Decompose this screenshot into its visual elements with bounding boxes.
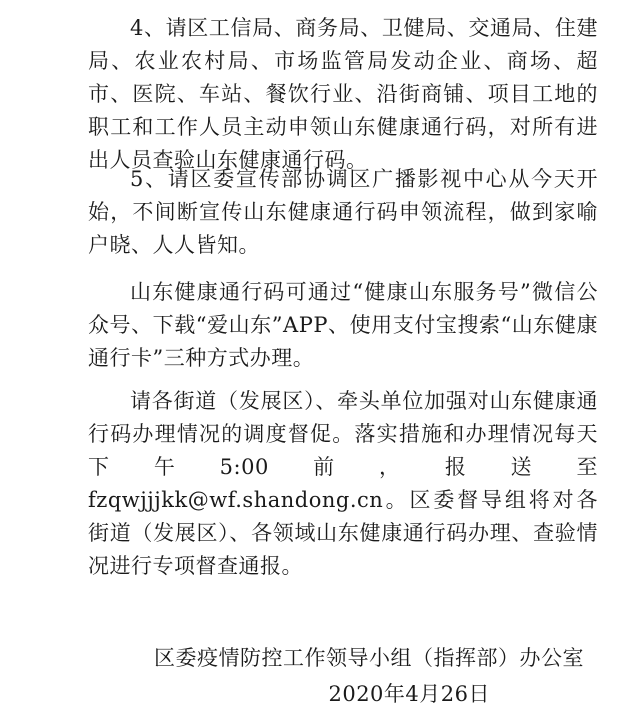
paragraph-item-4: 4、请区工信局、商务局、卫健局、交通局、住建局、农业农村局、市场监管局发动企业、商场、超市、医院、车站、餐饮行业、沿街商铺、项目工地的职工和工作人员主动申领山东健康通行码，对所有进出人员查验山东健康通行码。: [88, 16, 598, 172]
signature-organization: 区委疫情防控工作领导小组（指挥部）办公室: [154, 646, 584, 670]
paragraph-supervision: 请各街道（发展区）、牵头单位加强对山东健康通行码办理情况的调度督促。落实措施和办理情况每天下午5:00前，报送至fzqwjjjkk@wf.shandong.cn。区委督导组将对各街道（发展区）、各领域山东健康通行码办理、查验情况进行专项督查通报。: [88, 389, 598, 578]
paragraph-application-methods: 山东健康通行码可通过“健康山东服务号”微信公众号、下载“爱山东”APP、使用支付宝搜索“山东健康通行卡”三种方式办理。: [88, 280, 598, 370]
signature-date: 2020年4月26日: [328, 682, 490, 706]
paragraph-item-5: 5、请区委宣传部协调区广播影视中心从今天开始，不间断宣传山东健康通行码申领流程，做到家喻户晓、人人皆知。: [88, 167, 598, 257]
